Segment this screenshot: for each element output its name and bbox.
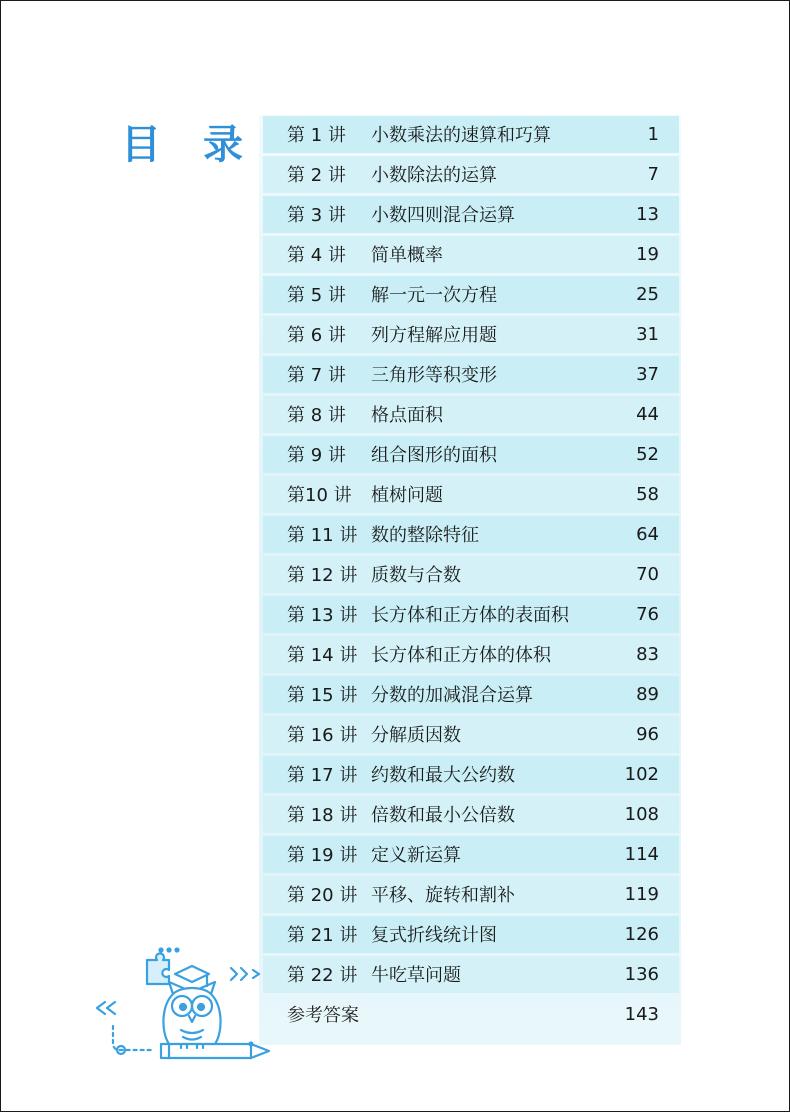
title-char-2: 录 <box>203 122 243 168</box>
toc-entry[interactable] <box>263 876 679 913</box>
chapter-title: 倍数和最小公倍数 <box>371 805 515 827</box>
toc-entry[interactable] <box>263 276 679 313</box>
chapter-number: 第 16 讲 <box>287 725 358 747</box>
chapter-number: 第 11 讲 <box>287 525 358 547</box>
page-number: 52 <box>636 443 659 465</box>
toc-entry[interactable] <box>263 796 679 833</box>
toc-entry[interactable] <box>263 556 679 593</box>
chapter-title: 列方程解应用题 <box>371 325 497 347</box>
chapter-title: 小数除法的运算 <box>371 165 497 187</box>
answers-page-number: 143 <box>624 1003 659 1025</box>
page-number: 31 <box>636 323 659 345</box>
page-number: 7 <box>647 163 659 185</box>
page-number: 89 <box>636 683 659 705</box>
page-number: 13 <box>636 203 659 225</box>
page-number: 108 <box>624 803 659 825</box>
chapter-number: 第 4 讲 <box>287 245 346 267</box>
chapter-number: 第 8 讲 <box>287 405 346 427</box>
table-of-contents <box>263 116 679 1036</box>
page-number: 64 <box>636 523 659 545</box>
chapter-title: 植树问题 <box>371 485 443 507</box>
chapter-title: 牛吃草问题 <box>371 965 461 987</box>
chapter-number: 第 1 讲 <box>287 125 346 147</box>
toc-entry[interactable] <box>263 916 679 953</box>
chapter-number: 第 6 讲 <box>287 325 346 347</box>
chapter-number: 第 5 讲 <box>287 285 346 307</box>
chapter-number: 第 22 讲 <box>287 965 358 987</box>
chapter-title: 平移、旋转和割补 <box>371 885 515 907</box>
title-char-1: 目 <box>121 122 161 168</box>
toc-entry-answers[interactable] <box>263 996 679 1033</box>
toc-entry[interactable] <box>263 236 679 273</box>
chapter-number: 第 15 讲 <box>287 685 358 707</box>
chapter-title: 格点面积 <box>371 405 443 427</box>
toc-entry[interactable] <box>263 596 679 633</box>
chapter-title: 数的整除特征 <box>371 525 479 547</box>
chapter-title: 小数乘法的速算和巧算 <box>371 125 551 147</box>
toc-entry[interactable] <box>263 196 679 233</box>
toc-entry[interactable] <box>263 476 679 513</box>
toc-entry[interactable] <box>263 396 679 433</box>
answers-title: 参考答案 <box>287 1005 359 1027</box>
owl-on-pencil-icon <box>91 936 281 1066</box>
page-number: 37 <box>636 363 659 385</box>
toc-entry[interactable] <box>263 156 679 193</box>
chapter-number: 第 20 讲 <box>287 885 358 907</box>
page-number: 1 <box>647 123 659 145</box>
page-number: 96 <box>636 723 659 745</box>
chapter-title: 质数与合数 <box>371 565 461 587</box>
chapter-number: 第 19 讲 <box>287 845 358 867</box>
toc-entry[interactable] <box>263 956 679 993</box>
toc-entry[interactable] <box>263 316 679 353</box>
toc-entry[interactable] <box>263 756 679 793</box>
chapter-title: 小数四则混合运算 <box>371 205 515 227</box>
toc-entry[interactable] <box>263 836 679 873</box>
chapter-title: 三角形等积变形 <box>371 365 497 387</box>
toc-entry[interactable] <box>263 716 679 753</box>
chapter-title: 解一元一次方程 <box>371 285 497 307</box>
chapter-title: 长方体和正方体的表面积 <box>371 605 569 627</box>
chapter-number: 第 21 讲 <box>287 925 358 947</box>
chapter-number: 第10 讲 <box>287 485 352 507</box>
page-number: 58 <box>636 483 659 505</box>
chapter-title: 定义新运算 <box>371 845 461 867</box>
chapter-number: 第 2 讲 <box>287 165 346 187</box>
page-number: 83 <box>636 643 659 665</box>
chapter-title: 长方体和正方体的体积 <box>371 645 551 667</box>
page-number: 19 <box>636 243 659 265</box>
chapter-title: 组合图形的面积 <box>371 445 497 467</box>
chapter-number: 第 17 讲 <box>287 765 358 787</box>
chapter-number: 第 13 讲 <box>287 605 358 627</box>
chapter-number: 第 3 讲 <box>287 205 346 227</box>
chapter-number: 第 9 讲 <box>287 445 346 467</box>
chapter-title: 约数和最大公约数 <box>371 765 515 787</box>
page-title <box>121 113 243 170</box>
toc-entry[interactable] <box>263 436 679 473</box>
chapter-number: 第 7 讲 <box>287 365 346 387</box>
chapter-title: 分数的加减混合运算 <box>371 685 533 707</box>
toc-entry[interactable] <box>263 636 679 673</box>
chapter-title: 分解质因数 <box>371 725 461 747</box>
page-number: 44 <box>636 403 659 425</box>
page-number: 25 <box>636 283 659 305</box>
chapter-title: 简单概率 <box>371 245 443 267</box>
chapter-number: 第 14 讲 <box>287 645 358 667</box>
toc-entry[interactable] <box>263 356 679 393</box>
toc-entry[interactable] <box>263 516 679 553</box>
chapter-title: 复式折线统计图 <box>371 925 497 947</box>
page-number: 76 <box>636 603 659 625</box>
chapter-number: 第 12 讲 <box>287 565 358 587</box>
chapter-number: 第 18 讲 <box>287 805 358 827</box>
toc-entry[interactable] <box>263 676 679 713</box>
page-number: 102 <box>624 763 659 785</box>
page-number: 126 <box>624 923 659 945</box>
page-number: 136 <box>624 963 659 985</box>
page-number: 119 <box>624 883 659 905</box>
page-number: 114 <box>624 843 659 865</box>
page-number: 70 <box>636 563 659 585</box>
toc-entry[interactable] <box>263 116 679 153</box>
